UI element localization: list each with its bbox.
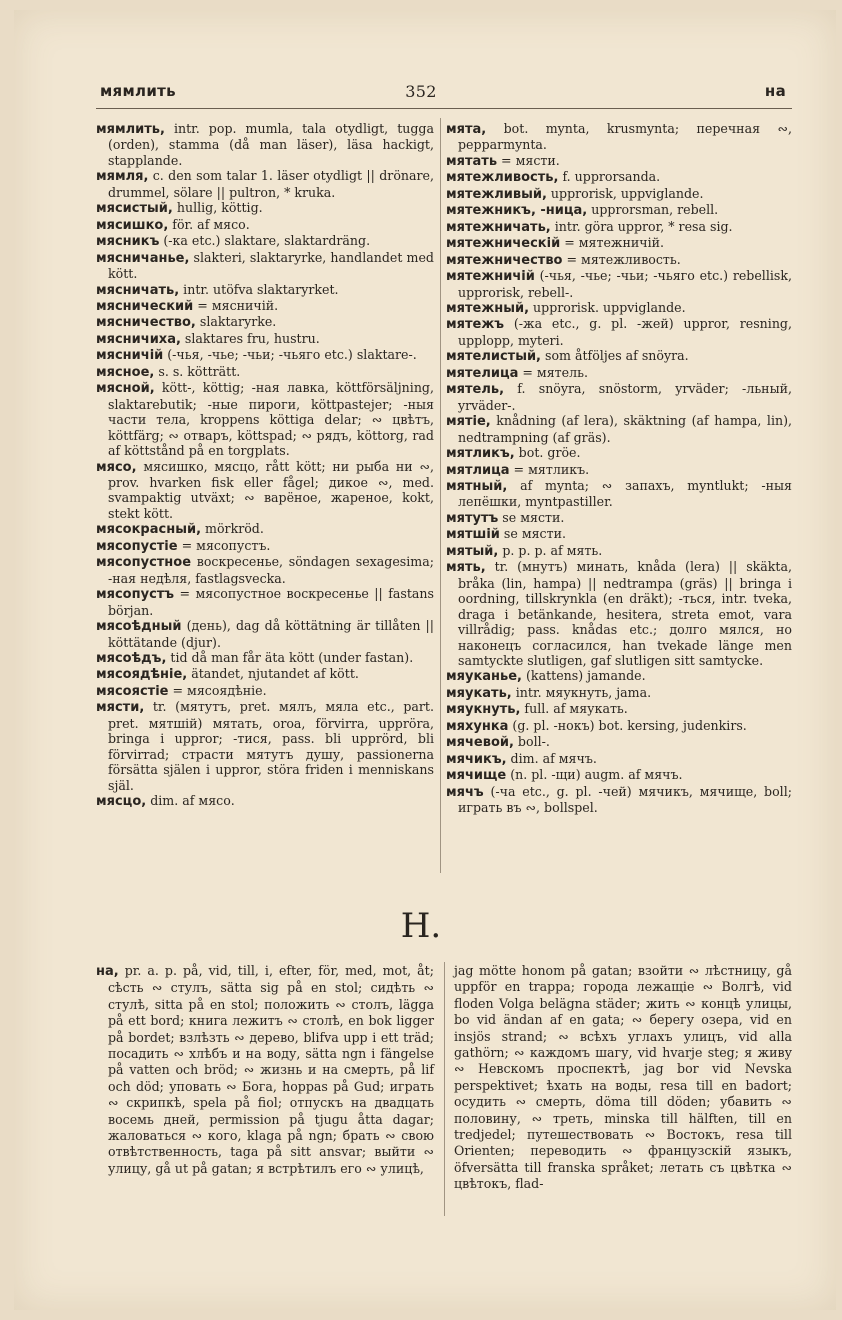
entry: [446, 381, 792, 413]
definition: upprorisk. uppviglande.: [529, 299, 686, 315]
headword: мятежливый,: [446, 186, 547, 202]
entry: [446, 169, 792, 185]
entry: [446, 718, 792, 734]
entry: [446, 734, 792, 750]
definition: mörkröd.: [201, 521, 264, 537]
entry: [446, 219, 792, 235]
headword: мятелица: [446, 365, 519, 381]
definition: kött-, köttig; -ная лавка, köttförsäljning, slaktarebutik; -ные пироги, köttpastejer; -ныя части тела, kroppens köttiga delar; ∾ цвѣтъ, köttfärg; ∾ отваръ, köttspad; ∾ рядъ, köttorg, rad af köttstånd på en torgplats.: [108, 380, 434, 459]
entry: [96, 121, 434, 168]
headword: мяуканье,: [446, 669, 523, 685]
entry: [96, 459, 434, 522]
headword: мясишко,: [96, 217, 169, 233]
definition: (-ка etc.) slaktare, slaktardräng.: [159, 233, 371, 249]
entry: [446, 186, 792, 202]
entry: [446, 202, 792, 218]
entry: [446, 526, 792, 542]
definition: intr. мяукнуть, jama.: [511, 684, 652, 700]
headword: мясистый,: [96, 201, 173, 217]
definition: intr. göra uppror, * resa sig.: [550, 218, 733, 234]
headword: мясокрасный,: [96, 522, 202, 538]
headword: мямля,: [96, 169, 149, 185]
definition: f. snöyra, snöstorm, yrväder; -льный, yrväder-.: [458, 381, 792, 413]
headword: мятежный,: [446, 300, 530, 316]
headword: мяхунка: [446, 718, 509, 734]
entry: [446, 751, 792, 767]
headword: мятать: [446, 153, 498, 169]
definition: (-чья, -чье; -чьи; -чьяго etc.) slaktare-.: [163, 347, 417, 363]
definition: (kattens) jamande.: [522, 668, 646, 684]
entry: [96, 793, 434, 809]
definition: dim. af мясо.: [146, 793, 235, 809]
entry: [96, 683, 434, 699]
definition: som åtföljes af snöyra.: [541, 348, 689, 364]
definition: = мятежничій.: [560, 235, 665, 251]
definition: se мясти.: [499, 526, 566, 542]
entry: [446, 559, 792, 668]
headword: мясоѣдъ,: [96, 650, 167, 666]
definition: s. s. kötträtt.: [154, 363, 241, 379]
headword: мячикъ,: [446, 751, 507, 767]
definition: tr. (мнутъ) минать, knåda (lera) || skäkta, bråka (lin, hampa) || nedtrampa (gräs) || bringa i oordning, tillskrynkla (en dräkt); -ться, intr. tveka, draga i betänkande, hesitera, streta emot, vara villrådig; pass. knådas etc.; долго мялся, но наконецъ согласился, han tvekade länge men samtyckte slutligen, gaf slutligen sitt samtycke.: [458, 559, 792, 668]
headword: мясоядѣніе,: [96, 667, 188, 683]
headword: мятель,: [446, 382, 505, 398]
headword: мятежническій: [446, 236, 561, 252]
entry: [96, 699, 434, 793]
definition: c. den som talar 1. läser otydligt || drönare, drummel, sölare || pultron, * kruka.: [108, 168, 434, 200]
headword: мятежничать,: [446, 219, 551, 235]
entry: [446, 767, 792, 783]
definition: воскресенье, söndagen sexagesima; -ная недѣля, fastlagsvecka.: [108, 554, 434, 586]
headword: мясцо,: [96, 794, 147, 810]
entry: [446, 685, 792, 701]
entry: [96, 666, 434, 682]
headword: мясничанье,: [96, 250, 190, 266]
headword: мятежливость,: [446, 170, 559, 186]
headword: мятлица: [446, 462, 510, 478]
definition: (g. pl. -нокъ) bot. kersing, judenkirs.: [508, 717, 747, 733]
definition: hullig, köttig.: [172, 200, 263, 216]
entry: [446, 268, 792, 300]
section-letter: Н.: [400, 906, 442, 946]
entry: [446, 252, 792, 268]
headword: мять,: [446, 560, 486, 576]
bottom-right-column: [454, 963, 792, 1193]
definition: tr. (мятутъ, pret. мялъ, мяла etc., part. pret. мятшій) мятать, oroa, förvirra, uppröra, bringa i uppror; -тися, pass. bli upprörd, bli förvirrad; страсти мятутъ душу, passionerna försätta själen i uppror, störa friden i menniskans själ.: [108, 699, 434, 793]
definition: slaktares fru, hustru.: [180, 330, 320, 346]
definition: tid då man får äta kött (under fastan).: [166, 649, 414, 665]
entry: [96, 650, 434, 666]
definition: bot. gröe.: [514, 445, 581, 461]
entry: [96, 521, 434, 537]
definition: upprorsman, rebell.: [587, 202, 719, 218]
entry: [96, 298, 434, 314]
headword: мясопустіе: [96, 538, 178, 554]
headword: мятликъ,: [446, 446, 515, 462]
running-head-right: на: [764, 82, 786, 100]
entry: [446, 121, 792, 153]
entry: [446, 784, 792, 816]
definition: = мясопустное воскресенье || fastans början.: [108, 586, 434, 618]
headword: мячевой,: [446, 735, 514, 751]
headword: мяукать,: [446, 685, 512, 701]
definition: bot. mynta, krusmynta; перечная ∾, pepparmynta.: [458, 121, 792, 153]
right-column: [446, 121, 792, 815]
definition: slakteri, slaktaryrke, handlandet med kött.: [108, 249, 434, 282]
headword: мятутъ: [446, 510, 499, 526]
entry: [96, 380, 434, 458]
definition: = мятежливость.: [562, 251, 681, 267]
entry: [446, 316, 792, 348]
column-divider-bottom: [444, 962, 445, 1216]
entry: [446, 348, 792, 364]
headword: мясничиха,: [96, 331, 181, 347]
entry: [96, 233, 434, 249]
entry: [96, 538, 434, 554]
entry: [446, 543, 792, 559]
bottom-left-column: [96, 963, 434, 1177]
headword: мясничать,: [96, 282, 180, 298]
header-rule: [96, 108, 792, 109]
definition: ätandet, njutandet af kött.: [187, 666, 359, 682]
headword: мятежничество: [446, 252, 563, 268]
headword: мятелистый,: [446, 349, 541, 365]
entry: [96, 364, 434, 380]
entry: [96, 331, 434, 347]
definition: slaktaryrke.: [195, 314, 277, 330]
entry: [446, 478, 792, 510]
definition: se мясти.: [498, 509, 565, 525]
headword: мясничество,: [96, 315, 196, 331]
headword: мятіе,: [446, 414, 491, 430]
headword: мясничій: [96, 348, 164, 364]
definition: = мясничій.: [193, 297, 279, 313]
entry: [446, 413, 792, 445]
definition: = мятель.: [518, 364, 588, 380]
headword: мятежъ: [446, 317, 505, 333]
headword: мятшій: [446, 527, 500, 543]
definition: = мясти.: [497, 152, 560, 168]
entry: [96, 314, 434, 330]
entry: [446, 300, 792, 316]
definition: pr. a. p. på, vid, till, i, efter, för, med, mot, åt; сѣсть ∾ стулъ, sätta sig på en stol; сидѣть ∾ стулѣ, sitta på en stol; положить ∾ столъ, lägga på ett bord; книга лежитъ ∾ столѣ, en bok ligger på bordet; взлѣзть ∾ дерево, blifva upp i ett träd; посадить ∾ хлѣбъ и на воду, sätta ngn i fängelse på vatten och bröd; ∾ жизнь и на смерть, på lif och död; уповать ∾ Бога, hoppas på Gud; играть ∾ скрипкѣ, spela på fiol; отпускъ на двадцать восемь дней, permission på tjugu åtta dagar; жаловаться ∾ кого, klaga på ngn; брать ∾ свою отвѣтственность, taga på sitt ansvar; выйти ∾ улицу, gå ut på gatan; я встрѣтилъ его ∾ улицѣ,: [108, 963, 434, 1176]
definition: intr. utöfva slaktaryrket.: [179, 281, 339, 297]
headword: мясопустъ: [96, 587, 175, 603]
entry: [446, 701, 792, 717]
definition: (-чья, -чье; -чьи; -чьяго etc.) rebellisk, upprorisk, rebell-.: [458, 268, 792, 300]
entry: [96, 282, 434, 298]
definition: af mynta; ∾ запахъ, myntlukt; -ныя лепёшки, myntpastiller.: [458, 477, 792, 510]
entry: [96, 554, 434, 586]
page-number: 352: [405, 82, 437, 101]
headword: мятый,: [446, 543, 499, 559]
definition: dim. af мячъ.: [506, 750, 597, 766]
definition: = мясоядѣніе.: [168, 682, 267, 698]
headword: мясной,: [96, 381, 155, 397]
entry: [446, 235, 792, 251]
definition: full. af мяукать.: [520, 701, 628, 717]
headword: мясо,: [96, 459, 137, 475]
headword: мясоѣдный: [96, 619, 182, 635]
entry: [96, 618, 434, 650]
definition: (-ча etc., g. pl. -чей) мячикъ, мячище, boll; играть въ ∾, bollspel.: [458, 783, 792, 816]
entry: [446, 153, 792, 169]
entry: [96, 250, 434, 282]
definition: = мятликъ.: [509, 461, 590, 477]
continuation: jag mötte honom på gatan; взойти ∾ лѣстницу, gå uppför en trappa; города лежащіе ∾ Волгѣ, vid floden Volga belägna städer; жить ∾ концѣ улицы, bo vid ändan af en gata; ∾ берегу озера, vid en insjös strand; ∾ всѣхъ углахъ улицъ, vid alla gathörn; ∾ каждомъ шагу, vid hvarje steg; я живу ∾ Невскомъ проспектѣ, jag bor vid Nevska perspektivet; ѣхать на воды, resa till en badort; осудить ∾ смерть, döma till döden; убавить ∾ половину, ∾ треть, minska till hälften, till en tredjedel; путешествовать ∾ Востокъ, resa till Orienten; переводить ∾ французскій языкъ, öfversätta till franska språket; летать съ цвѣтка ∾ цвѣтокъ, flad-: [454, 963, 792, 1192]
headword: на,: [96, 964, 119, 979]
entry: [96, 347, 434, 363]
definition: intr. pop. mumla, tala otydligt, tugga (orden), stamma (då man läser), läsa hackigt, stapplande.: [108, 121, 434, 168]
headword: мямлить,: [96, 122, 165, 137]
entry: [446, 462, 792, 478]
running-head-left: мямлить: [100, 82, 176, 100]
definition: upprorisk, uppviglande.: [546, 185, 704, 201]
headword: мясное,: [96, 364, 155, 380]
definition: (n. pl. -щи) augm. af мячъ.: [506, 767, 683, 783]
headword: мятный,: [446, 478, 508, 494]
definition: мясишко, мясцо, rått kött; ни рыба ни ∾, prov. hvarken fisk eller fågel; дикое ∾, med. svampaktig utväxt; ∾ варёное, жареное, kokt, stekt kött.: [108, 458, 434, 521]
headword: мята,: [446, 122, 487, 137]
entry: [96, 200, 434, 216]
headword: мячище: [446, 768, 507, 784]
headword: мячъ: [446, 784, 484, 800]
column-divider: [440, 118, 441, 873]
definition: boll-.: [513, 734, 550, 750]
definition: (-жа etc., g. pl. -жей) uppror, resning, upplopp, myteri.: [458, 316, 792, 348]
entry: [96, 217, 434, 233]
headword: мятежникъ, -ница,: [446, 203, 588, 219]
headword: мяукнуть,: [446, 702, 521, 718]
entry: [96, 586, 434, 618]
definition: för. af мясо.: [168, 216, 250, 232]
entry: [96, 168, 434, 200]
headword: мятежничій: [446, 269, 535, 285]
headword: мясопустное: [96, 555, 192, 571]
entry: [446, 510, 792, 526]
headword: мясти,: [96, 700, 145, 716]
entry: [446, 668, 792, 684]
definition: p. p. p. af мять.: [498, 542, 603, 558]
headword: мясоястіе: [96, 683, 169, 699]
definition: = мясопустъ.: [177, 537, 271, 553]
definition: f. upprorsanda.: [558, 169, 661, 185]
headword: мясникъ: [96, 234, 160, 250]
definition: knådning (af lera), skäktning (af hampa, lin), nedtrampning (af gräs).: [458, 413, 792, 445]
left-column: [96, 121, 434, 809]
entry: [96, 963, 434, 1177]
headword: мяснический: [96, 298, 194, 314]
entry: [446, 365, 792, 381]
definition: (день), dag då köttätning är tillåten || köttätande (djur).: [108, 618, 434, 650]
entry: [446, 445, 792, 461]
